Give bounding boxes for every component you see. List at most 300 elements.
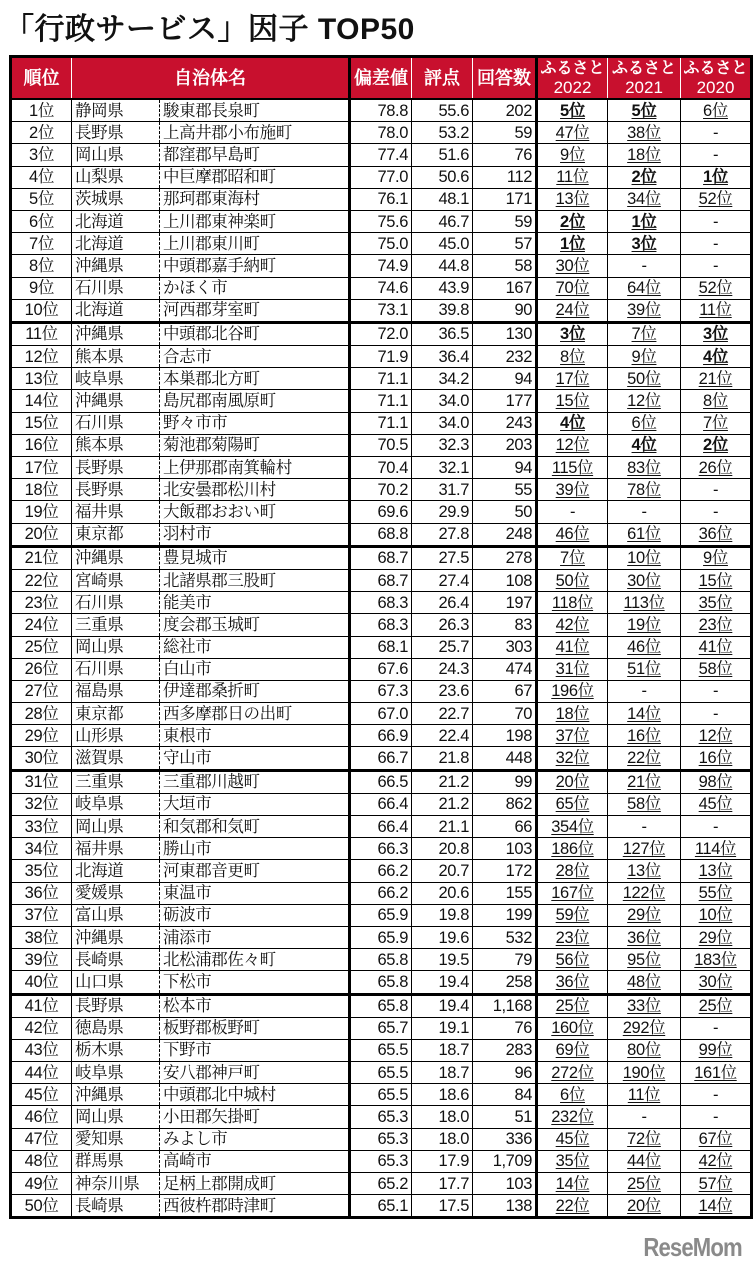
city-cell (160, 346, 350, 368)
score-cell (412, 592, 473, 614)
furusato-2020-cell-text: 114位 (694, 839, 737, 858)
deviation-cell (350, 725, 412, 747)
furusato-2022-cell-text: 56位 (555, 950, 590, 969)
furusato-2022-cell-text: 196位 (551, 682, 594, 701)
header-rank: 順位 (11, 57, 72, 100)
furusato-2020-cell (681, 368, 752, 390)
furusato-2020-cell-text: 3位 (703, 325, 728, 344)
deviation-cell (350, 703, 412, 725)
furusato-2020-cell-text: 57位 (698, 1174, 733, 1193)
furusato-2020-cell (681, 255, 752, 277)
rank-cell (11, 636, 72, 658)
prefecture-cell (72, 434, 160, 456)
table-row (11, 1195, 752, 1218)
furusato-2021-cell (608, 546, 681, 569)
score-cell (412, 636, 473, 658)
rank-cell (11, 322, 72, 345)
responses-cell-text: 197 (505, 593, 532, 612)
prefecture-cell (72, 770, 160, 793)
city-cell-text: 北安曇郡松川村 (163, 480, 276, 499)
furusato-2022-cell (537, 346, 608, 368)
furusato-2022-cell (537, 882, 608, 904)
prefecture-cell-text: 栃木県 (75, 1041, 124, 1060)
furusato-2022-cell-text: 4位 (560, 414, 585, 433)
responses-cell (473, 904, 537, 926)
rank-cell (11, 434, 72, 456)
table-row (11, 747, 752, 770)
city-cell (160, 994, 350, 1017)
rank-cell (11, 1039, 72, 1061)
furusato-2020-cell (681, 233, 752, 255)
furusato-2020-cell-text: - (712, 256, 719, 275)
responses-cell (473, 592, 537, 614)
deviation-cell-text: 68.3 (377, 615, 408, 634)
rank-cell-text: 46位 (24, 1108, 59, 1127)
furusato-2021-cell-text: 39位 (627, 301, 661, 320)
table-row (11, 434, 752, 456)
furusato-2021-cell-text: 78位 (627, 480, 661, 499)
table-row (11, 949, 752, 971)
furusato-2021-cell-text: - (641, 256, 647, 275)
furusato-2021-cell (608, 210, 681, 232)
deviation-cell-text: 68.7 (377, 571, 408, 590)
furusato-2021-cell-text: 29位 (627, 906, 661, 925)
prefecture-cell (72, 860, 160, 882)
furusato-2021-cell (608, 725, 681, 747)
furusato-2020-cell (681, 816, 752, 838)
furusato-2020-cell (681, 949, 752, 971)
furusato-2021-cell-text: 25位 (627, 1174, 661, 1193)
responses-cell (473, 725, 537, 747)
prefecture-cell (72, 299, 160, 322)
rank-cell-text: 25位 (24, 638, 59, 657)
table-row (11, 412, 752, 434)
table-row (11, 501, 752, 523)
furusato-2020-cell-text: 99位 (698, 1041, 733, 1060)
furusato-2020-cell-text: 15位 (698, 571, 733, 590)
furusato-2020-cell (681, 210, 752, 232)
deviation-cell-text: 65.9 (377, 928, 408, 947)
responses-cell (473, 501, 537, 523)
furusato-2022-cell-text: 23位 (555, 928, 590, 947)
score-cell-text: 20.6 (438, 884, 469, 903)
responses-cell (473, 838, 537, 860)
deviation-cell (350, 1106, 412, 1128)
header-score: 評点 (412, 57, 473, 100)
score-cell-text: 21.2 (438, 795, 469, 814)
deviation-cell-text: 74.9 (377, 256, 408, 275)
deviation-cell-text: 68.3 (377, 593, 408, 612)
furusato-2021-cell-text: - (641, 1108, 647, 1127)
deviation-cell-text: 71.9 (377, 347, 408, 366)
furusato-2021-cell-text: 3位 (631, 234, 657, 253)
prefecture-cell (72, 255, 160, 277)
score-cell-text: 21.8 (438, 749, 469, 768)
responses-cell (473, 994, 537, 1017)
responses-cell (473, 1106, 537, 1128)
city-cell (160, 1106, 350, 1128)
furusato-2021-cell-text: 83位 (627, 458, 661, 477)
furusato-2020-cell-text: 2位 (703, 436, 728, 455)
furusato-2021-cell-text: 20位 (627, 1196, 661, 1215)
deviation-cell (350, 816, 412, 838)
furusato-2021-cell (608, 277, 681, 299)
responses-cell-text: 67 (514, 682, 532, 701)
responses-cell-text: 243 (505, 414, 532, 433)
city-cell (160, 457, 350, 479)
prefecture-cell-text: 岐阜県 (75, 795, 124, 814)
prefecture-cell-text: 沖縄県 (75, 325, 124, 344)
furusato-2022-cell-text: 24位 (555, 301, 590, 320)
deviation-cell (350, 1195, 412, 1218)
deviation-cell-text: 65.8 (377, 997, 408, 1016)
furusato-2020-cell (681, 1195, 752, 1218)
header-deviation: 偏差値 (350, 57, 412, 100)
furusato-2022-cell (537, 412, 608, 434)
prefecture-cell-text: 石川県 (75, 660, 124, 679)
rank-cell (11, 1195, 72, 1218)
furusato-2020-cell-text: - (712, 145, 719, 164)
rank-cell (11, 1017, 72, 1039)
prefecture-cell-text: 長崎県 (75, 950, 124, 969)
furusato-2020-cell (681, 592, 752, 614)
furusato-2021-cell-text: 72位 (627, 1130, 661, 1149)
city-cell-text: 西彼杵郡時津町 (163, 1196, 276, 1215)
rank-cell (11, 277, 72, 299)
responses-cell-text: 172 (505, 861, 532, 880)
deviation-cell-text: 65.5 (377, 1041, 408, 1060)
score-cell (412, 299, 473, 322)
table-row (11, 793, 752, 815)
furusato-2022-cell (537, 122, 608, 144)
furusato-2021-cell (608, 658, 681, 680)
rank-cell-text: 39位 (24, 950, 59, 969)
furusato-2022-cell (537, 523, 608, 546)
furusato-2022-cell-text: 39位 (555, 480, 590, 499)
city-cell-text: 中頭郡北谷町 (163, 325, 260, 344)
deviation-cell (350, 346, 412, 368)
furusato-2021-cell-text: 48位 (627, 972, 661, 991)
prefecture-cell-text: 宮崎県 (75, 571, 124, 590)
furusato-2022-cell (537, 949, 608, 971)
city-cell-text: 守山市 (163, 749, 212, 768)
rank-cell (11, 1150, 72, 1172)
responses-cell-text: 94 (514, 458, 532, 477)
score-cell (412, 434, 473, 456)
furusato-2022-cell-text: 167位 (551, 884, 594, 903)
header-year: 2020 (696, 78, 735, 97)
deviation-cell-text: 71.1 (377, 392, 408, 411)
prefecture-cell (72, 457, 160, 479)
furusato-2021-cell (608, 1039, 681, 1061)
rank-cell-text: 42位 (24, 1019, 59, 1038)
prefecture-cell-text: 三重県 (75, 615, 124, 634)
furusato-2021-cell (608, 255, 681, 277)
furusato-2021-cell (608, 166, 681, 188)
furusato-2021-cell-text: 34位 (627, 190, 661, 209)
table-row (11, 144, 752, 166)
responses-cell (473, 860, 537, 882)
city-cell (160, 592, 350, 614)
furusato-2021-cell-text: 14位 (627, 704, 661, 723)
rank-cell-text: 10位 (24, 301, 59, 320)
prefecture-cell-text: 石川県 (75, 279, 124, 298)
table-row (11, 1084, 752, 1106)
city-cell (160, 793, 350, 815)
score-cell (412, 346, 473, 368)
rank-cell (11, 299, 72, 322)
rank-cell-text: 7位 (29, 234, 54, 253)
rank-cell (11, 1128, 72, 1150)
city-cell-text: 大垣市 (163, 795, 212, 814)
furusato-2020-cell (681, 322, 752, 345)
score-cell-text: 18.0 (438, 1108, 469, 1127)
rank-cell (11, 1062, 72, 1084)
furusato-2021-cell (608, 299, 681, 322)
score-cell-text: 32.1 (438, 458, 469, 477)
responses-cell (473, 658, 537, 680)
responses-cell (473, 479, 537, 501)
city-cell (160, 770, 350, 793)
responses-cell (473, 770, 537, 793)
furusato-2020-cell (681, 390, 752, 412)
furusato-2021-cell (608, 1084, 681, 1106)
furusato-2021-cell-text: - (641, 817, 647, 836)
rank-cell-text: 23位 (24, 593, 59, 612)
deviation-cell (350, 210, 412, 232)
city-cell-text: 北諸県郡三股町 (163, 571, 276, 590)
furusato-2021-cell (608, 122, 681, 144)
score-cell-text: 17.5 (438, 1196, 469, 1215)
responses-cell-text: 76 (514, 1019, 532, 1038)
prefecture-cell (72, 838, 160, 860)
deviation-cell-text: 66.9 (377, 726, 408, 745)
deviation-cell (350, 434, 412, 456)
deviation-cell (350, 99, 412, 122)
furusato-2020-cell (681, 501, 752, 523)
responses-cell (473, 188, 537, 210)
furusato-2022-cell (537, 546, 608, 569)
table-row (11, 1106, 752, 1128)
responses-cell-text: 202 (505, 101, 532, 120)
responses-cell (473, 523, 537, 546)
score-cell-text: 34.0 (438, 414, 469, 433)
score-cell (412, 188, 473, 210)
furusato-2020-cell (681, 1106, 752, 1128)
furusato-2022-cell-text: 5位 (560, 101, 585, 120)
furusato-2021-cell (608, 1173, 681, 1195)
score-cell (412, 1173, 473, 1195)
prefecture-cell (72, 144, 160, 166)
table-row (11, 546, 752, 569)
prefecture-cell-text: 岡山県 (75, 638, 124, 657)
table-row (11, 569, 752, 591)
table-row (11, 725, 752, 747)
city-cell-text: 河東郡音更町 (163, 861, 260, 880)
prefecture-cell-text: 福島県 (75, 682, 124, 701)
header-furusato-2021 (608, 57, 681, 100)
deviation-cell (350, 904, 412, 926)
furusato-2021-cell (608, 1128, 681, 1150)
furusato-2021-cell (608, 816, 681, 838)
furusato-2021-cell (608, 636, 681, 658)
table-row (11, 860, 752, 882)
responses-cell (473, 255, 537, 277)
furusato-2021-cell-text: 11位 (627, 1085, 661, 1104)
rank-cell-text: 41位 (24, 997, 59, 1016)
prefecture-cell-text: 北海道 (75, 861, 124, 880)
prefecture-cell-text: 神奈川県 (75, 1174, 140, 1193)
header-furusato-label: ふるさと (540, 60, 605, 77)
responses-cell-text: 130 (505, 325, 532, 344)
furusato-2020-cell-text: 12位 (698, 726, 733, 745)
score-cell (412, 860, 473, 882)
furusato-2022-cell-text: 42位 (555, 615, 590, 634)
score-cell-text: 19.6 (438, 928, 469, 947)
prefecture-cell-text: 徳島県 (75, 1019, 124, 1038)
city-cell-text: 三重郡川越町 (163, 773, 260, 792)
furusato-2022-cell (537, 368, 608, 390)
city-cell-text: 伊達郡桑折町 (163, 682, 260, 701)
deviation-cell (350, 368, 412, 390)
rank-cell (11, 703, 72, 725)
responses-cell-text: 283 (505, 1041, 532, 1060)
furusato-2021-cell (608, 882, 681, 904)
score-cell-text: 36.5 (438, 325, 469, 344)
score-cell (412, 904, 473, 926)
score-cell (412, 816, 473, 838)
city-cell (160, 569, 350, 591)
table-row (11, 122, 752, 144)
responses-cell (473, 1062, 537, 1084)
responses-cell-text: 76 (514, 145, 532, 164)
prefecture-cell (72, 949, 160, 971)
responses-cell-text: 94 (514, 369, 532, 388)
city-cell-text: 能美市 (163, 593, 212, 612)
rank-cell (11, 1173, 72, 1195)
city-cell (160, 210, 350, 232)
furusato-2022-cell-text: 69位 (555, 1041, 590, 1060)
city-cell (160, 322, 350, 345)
deviation-cell (350, 860, 412, 882)
table-row (11, 994, 752, 1017)
responses-cell (473, 614, 537, 636)
prefecture-cell (72, 390, 160, 412)
furusato-2020-cell (681, 860, 752, 882)
score-cell-text: 20.8 (438, 839, 469, 858)
prefecture-cell (72, 1017, 160, 1039)
furusato-2022-cell-text: 8位 (560, 347, 585, 366)
rank-cell (11, 725, 72, 747)
city-cell (160, 838, 350, 860)
rank-cell (11, 747, 72, 770)
score-cell (412, 725, 473, 747)
table-row (11, 346, 752, 368)
prefecture-cell-text: 沖縄県 (75, 928, 124, 947)
furusato-2021-cell (608, 949, 681, 971)
furusato-2021-cell (608, 523, 681, 546)
furusato-2021-cell-text: 13位 (627, 861, 661, 880)
city-cell (160, 860, 350, 882)
rank-cell-text: 5位 (29, 190, 54, 209)
furusato-2020-cell-text: - (712, 1019, 719, 1038)
prefecture-cell-text: 愛媛県 (75, 884, 124, 903)
furusato-2020-cell (681, 166, 752, 188)
rank-cell (11, 210, 72, 232)
furusato-2022-cell-text: 31位 (555, 660, 590, 679)
responses-cell-text: 1,168 (492, 997, 532, 1016)
prefecture-cell-text: 北海道 (75, 234, 124, 253)
furusato-2020-cell (681, 434, 752, 456)
furusato-2020-cell (681, 971, 752, 994)
responses-cell (473, 322, 537, 345)
prefecture-cell-text: 富山県 (75, 906, 124, 925)
city-cell-text: 北松浦郡佐々町 (163, 950, 276, 969)
score-cell-text: 17.9 (438, 1152, 469, 1171)
resemom-logo: ReseMom (643, 1232, 742, 1262)
rank-cell-text: 4位 (29, 168, 54, 187)
furusato-2021-cell (608, 1195, 681, 1218)
city-cell-text: 合志市 (163, 347, 212, 366)
furusato-2020-cell (681, 904, 752, 926)
furusato-2021-cell-text: 9位 (631, 347, 657, 366)
prefecture-cell (72, 703, 160, 725)
city-cell-text: 砺波市 (163, 906, 212, 925)
table-body (11, 99, 752, 1218)
furusato-2020-cell-text: - (712, 123, 719, 142)
table-row (11, 255, 752, 277)
table-row (11, 636, 752, 658)
rank-cell-text: 32位 (24, 795, 59, 814)
responses-cell-text: 448 (505, 749, 532, 768)
furusato-2021-cell (608, 188, 681, 210)
city-cell (160, 658, 350, 680)
furusato-2022-cell-text: 37位 (555, 726, 590, 745)
prefecture-cell-text: 長野県 (75, 997, 124, 1016)
deviation-cell-text: 66.7 (377, 749, 408, 768)
furusato-2021-cell-text: 95位 (627, 950, 661, 969)
score-cell-text: 19.5 (438, 950, 469, 969)
furusato-2020-cell (681, 793, 752, 815)
deviation-cell-text: 77.4 (377, 145, 408, 164)
score-cell-text: 21.2 (438, 773, 469, 792)
prefecture-cell-text: 長崎県 (75, 1196, 124, 1215)
prefecture-cell (72, 592, 160, 614)
city-cell (160, 390, 350, 412)
rank-cell (11, 99, 72, 122)
furusato-2020-cell (681, 770, 752, 793)
rank-cell-text: 6位 (29, 212, 54, 231)
prefecture-cell-text: 岐阜県 (75, 369, 124, 388)
furusato-2021-cell-text: 5位 (631, 101, 657, 120)
prefecture-cell (72, 904, 160, 926)
furusato-2021-cell (608, 457, 681, 479)
rank-cell-text: 18位 (24, 480, 59, 499)
prefecture-cell (72, 99, 160, 122)
furusato-2020-cell (681, 299, 752, 322)
furusato-2020-cell-text: 36位 (698, 525, 733, 544)
prefecture-cell (72, 188, 160, 210)
score-cell (412, 1084, 473, 1106)
responses-cell-text: 103 (505, 1174, 532, 1193)
table-row (11, 1017, 752, 1039)
prefecture-cell-text: 沖縄県 (75, 256, 124, 275)
deviation-cell (350, 680, 412, 702)
score-cell-text: 46.7 (438, 212, 469, 231)
furusato-2021-cell-text: 12位 (627, 392, 661, 411)
score-cell (412, 501, 473, 523)
rank-cell (11, 860, 72, 882)
